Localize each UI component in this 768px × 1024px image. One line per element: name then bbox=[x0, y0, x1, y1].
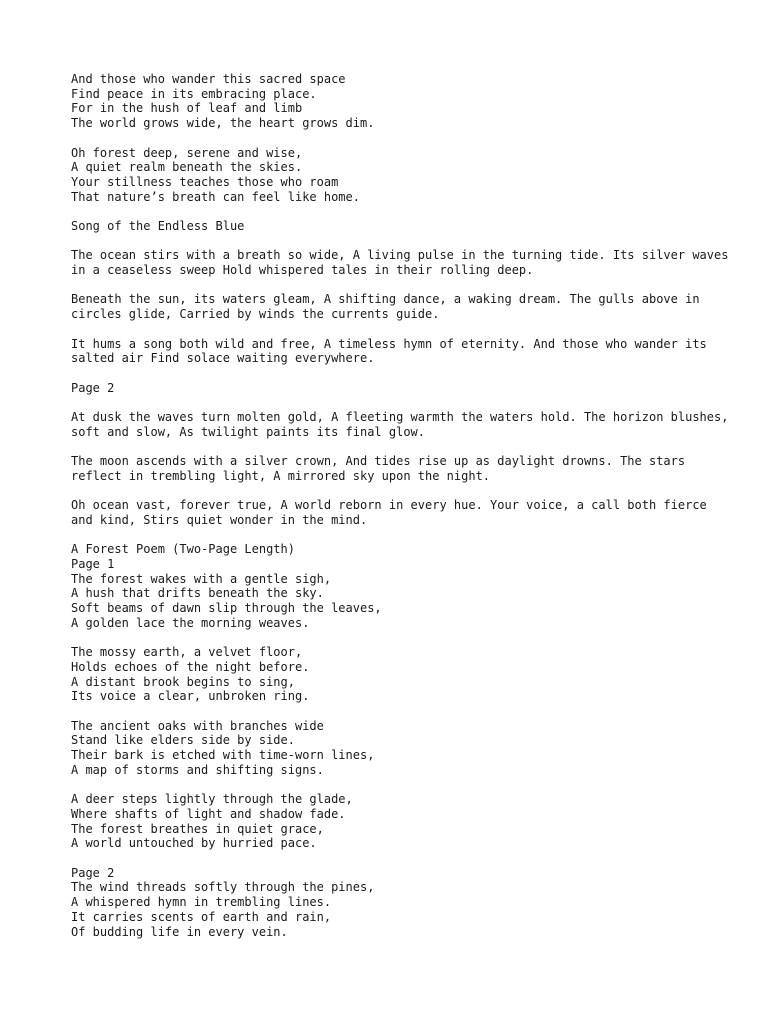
stanza-line: Their bark is etched with time-worn lines, bbox=[71, 748, 375, 763]
stanza-line: The forest breathes in quiet grace, bbox=[71, 821, 324, 836]
stanza-line: A Forest Poem (Two-Page Length) bbox=[71, 542, 295, 557]
poem-stanza bbox=[71, 146, 731, 205]
poem-stanza bbox=[71, 866, 731, 940]
section-heading bbox=[71, 381, 731, 396]
heading-text: Song of the Endless Blue bbox=[71, 219, 245, 233]
stanza-line: Oh forest deep, serene and wise, bbox=[71, 145, 303, 160]
stanza-line: The wind threads softly through the pines, bbox=[71, 880, 375, 895]
stanza-line: A golden lace the morning weaves. bbox=[71, 615, 310, 630]
stanza-line: A deer steps lightly through the glade, bbox=[71, 792, 353, 807]
paragraph-text: The ocean stirs with a breath so wide, A living pulse in the turning tide. Its silver waves in a ceaseless sweep Hold whispered tales in their rolling deep. bbox=[71, 248, 729, 278]
stanza-line: A quiet realm beneath the skies. bbox=[71, 160, 303, 175]
prose-paragraph bbox=[71, 498, 731, 527]
paragraph-text: Oh ocean vast, forever true, A world reborn in every hue. Your voice, a call both fierce and kind, Stirs quiet wonder in the mind. bbox=[71, 498, 707, 527]
stanza-line: It carries scents of earth and rain, bbox=[71, 909, 332, 924]
prose-paragraph bbox=[71, 337, 731, 366]
poem-stanza bbox=[71, 645, 731, 704]
poem-stanza bbox=[71, 542, 731, 630]
stanza-line: And those who wander this sacred space bbox=[71, 72, 346, 86]
poem-stanza bbox=[71, 719, 731, 778]
paragraph-text: The moon ascends with a silver crown, And tides rise up as daylight drowns. The stars reflect in trembling light, A mirrored sky upon the night. bbox=[71, 454, 686, 483]
prose-paragraph bbox=[71, 292, 731, 321]
stanza-line: A map of storms and shifting signs. bbox=[71, 762, 324, 777]
poem-stanza bbox=[71, 792, 731, 851]
stanza-line: Your stillness teaches those who roam bbox=[71, 174, 339, 189]
stanza-line: Of budding life in every vein. bbox=[71, 924, 288, 939]
stanza-line: The forest wakes with a gentle sigh, bbox=[71, 571, 332, 586]
stanza-line: The mossy earth, a velvet floor, bbox=[71, 645, 303, 660]
paragraph-text: It hums a song both wild and free, A timeless hymn of eternity. And those who wander its salted air Find solace waiting everywhere. bbox=[71, 336, 707, 366]
stanza-line: That nature’s breath can feel like home. bbox=[71, 189, 360, 204]
paragraph-text: Beneath the sun, its waters gleam, A shifting dance, a waking dream. The gulls above in circles glide, Carried by winds the currents guide. bbox=[71, 292, 700, 322]
stanza-line: Soft beams of dawn slip through the leaves, bbox=[71, 601, 382, 616]
document-body bbox=[71, 72, 731, 954]
stanza-line: Stand like elders side by side. bbox=[71, 733, 295, 748]
section-heading bbox=[71, 219, 731, 234]
stanza-line: Holds echoes of the night before. bbox=[71, 659, 310, 674]
stanza-line: The world grows wide, the heart grows dim. bbox=[71, 116, 375, 131]
stanza-line: For in the hush of leaf and limb bbox=[71, 101, 303, 116]
stanza-line: Its voice a clear, unbroken ring. bbox=[71, 689, 310, 704]
prose-paragraph bbox=[71, 410, 731, 439]
stanza-line: The ancient oaks with branches wide bbox=[71, 718, 324, 733]
prose-paragraph bbox=[71, 454, 731, 483]
stanza-line: A world untouched by hurried pace. bbox=[71, 836, 317, 851]
paragraph-text: At dusk the waves turn molten gold, A fleeting warmth the waters hold. The horizon blushes, soft and slow, As twilight paints its final glow. bbox=[71, 410, 729, 439]
stanza-line: Find peace in its embracing place. bbox=[71, 86, 317, 101]
heading-text: Page 2 bbox=[71, 380, 115, 395]
stanza-line: A distant brook begins to sing, bbox=[71, 674, 295, 689]
stanza-line: A whispered hymn in trembling lines. bbox=[71, 895, 332, 910]
stanza-line: Page 2 bbox=[71, 865, 115, 880]
poem-stanza bbox=[71, 72, 731, 131]
stanza-line: A hush that drifts beneath the sky. bbox=[71, 586, 324, 601]
stanza-line: Where shafts of light and shadow fade. bbox=[71, 806, 346, 821]
stanza-line: Page 1 bbox=[71, 557, 115, 572]
prose-paragraph bbox=[71, 248, 731, 277]
